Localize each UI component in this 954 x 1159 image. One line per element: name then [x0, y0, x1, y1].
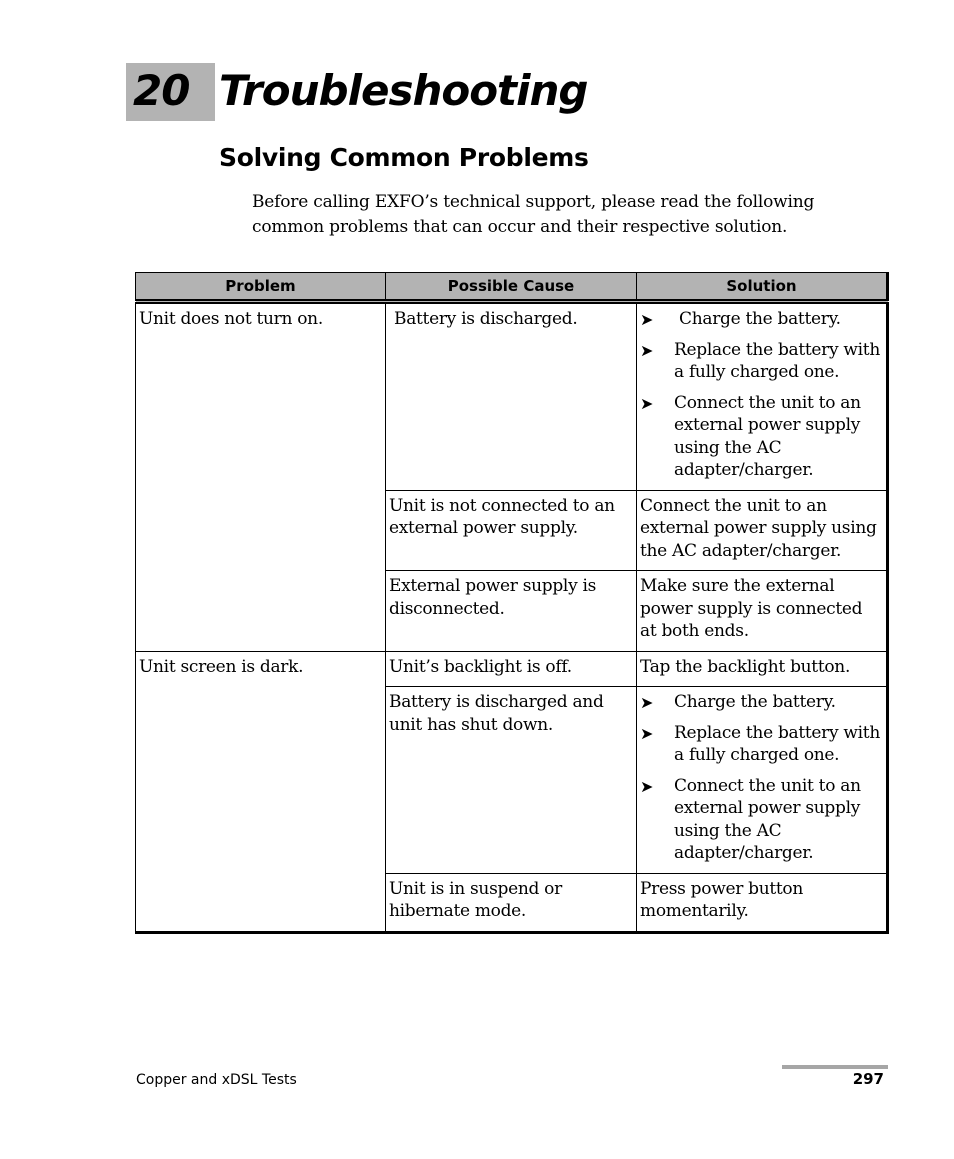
cause-cell: Unit’s backlight is off.	[386, 651, 637, 687]
solution-cell: Press power button momentarily.	[637, 873, 888, 932]
cause-cell: Battery is discharged and unit has shut down.	[386, 687, 637, 874]
table-row	[136, 302, 888, 491]
arrow-bullet-icon: ➤	[640, 776, 654, 796]
solution-bullet-text: Charge the battery.	[674, 692, 836, 712]
footer-rule	[782, 1065, 888, 1069]
solution-cell: Tap the backlight button.	[637, 651, 888, 687]
arrow-bullet-icon: ➤	[640, 310, 654, 329]
arrow-bullet-icon: ➤	[640, 723, 654, 743]
intro-paragraph: Before calling EXFO’s technical support, please read the following common problems that can occur and their respective solution.	[252, 192, 815, 237]
header-solution: Solution	[637, 273, 888, 302]
list-item	[640, 691, 883, 714]
chapter-title: Troubleshooting	[219, 66, 588, 115]
cause-cell	[386, 302, 637, 491]
footer-doc-title: Copper and xDSL Tests	[136, 1072, 297, 1088]
header-possible-cause: Possible Cause	[386, 273, 637, 302]
section-title: Solving Common Problems	[219, 143, 589, 172]
arrow-bullet-icon: ➤	[640, 340, 654, 360]
problem-cell: Unit screen is dark.	[136, 651, 386, 932]
cause-cell: Unit is not connected to an external power supply.	[386, 490, 637, 571]
table-row	[136, 651, 888, 687]
cause-text: Battery is discharged.	[394, 309, 578, 329]
cause-cell: Unit is in suspend or hibernate mode.	[386, 873, 637, 932]
table-header-row	[136, 273, 888, 302]
solution-bullet-list	[640, 308, 883, 482]
cause-cell: External power supply is disconnected.	[386, 571, 637, 652]
solution-cell: Connect the unit to an external power supply using the AC adapter/charger.	[637, 490, 888, 571]
solution-cell	[637, 302, 888, 491]
list-item	[640, 339, 883, 384]
chapter-number: 20	[133, 66, 190, 115]
list-item	[640, 722, 883, 767]
arrow-bullet-icon: ➤	[640, 693, 654, 712]
solution-bullet-text: Connect the unit to an external power supply using the AC adapter/charger.	[674, 775, 861, 863]
solution-bullet-text: Replace the battery with a fully charged one.	[674, 722, 880, 765]
list-item	[640, 308, 883, 331]
solution-bullet-text: Replace the battery with a fully charged one.	[674, 339, 880, 382]
problem-cell: Unit does not turn on.	[136, 302, 386, 652]
page-number: 297	[852, 1070, 884, 1088]
arrow-bullet-icon: ➤	[640, 393, 654, 413]
solution-bullet-text: Connect the unit to an external power supply using the AC adapter/charger.	[674, 392, 861, 480]
list-item	[640, 392, 883, 482]
solution-bullet-text: Charge the battery.	[679, 309, 841, 329]
troubleshooting-table	[135, 272, 889, 934]
header-problem: Problem	[136, 273, 386, 302]
solution-bullet-list	[640, 691, 883, 865]
list-item	[640, 775, 883, 865]
solution-cell: Make sure the external power supply is connected at both ends.	[637, 571, 888, 652]
solution-cell	[637, 687, 888, 874]
